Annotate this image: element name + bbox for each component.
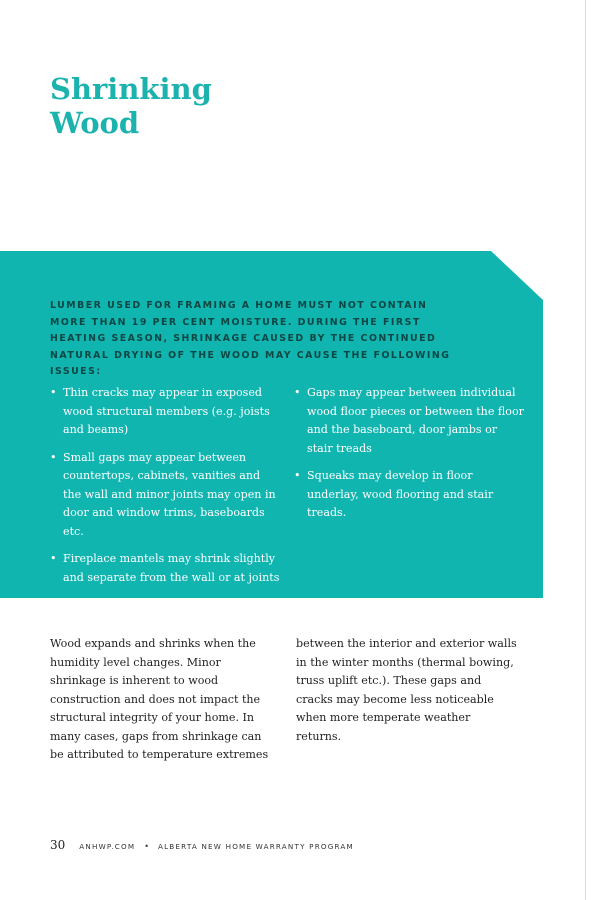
page-edge-line — [585, 0, 586, 900]
bullet-text: Fireplace mantels may shrink slightly and separate from the wall or at joints — [63, 552, 280, 584]
bullet-dot-icon: • — [294, 386, 301, 399]
bullet-text: Small gaps may appear between countertops, cabinets, vanities and the wall and minor joints may open in door and window trims, baseboards etc. — [63, 450, 276, 538]
bullet-dot-icon: • — [50, 552, 57, 565]
bullet-text: Gaps may appear between individual wood floor pieces or between the floor and the baseboard, door jambs or stair treads — [307, 386, 524, 455]
page-title-line2: Wood — [50, 106, 140, 140]
bullet-text: Thin cracks may appear in exposed wood structural members (e.g. joists and beams) — [63, 386, 270, 436]
bullet-item — [50, 449, 280, 542]
bullet-dot-icon: • — [294, 469, 301, 482]
left-bullet-list — [50, 384, 280, 596]
page-number: 30 — [50, 838, 66, 852]
panel-intro-text: LUMBER USED FOR FRAMING A HOME MUST NOT CONTAIN MORE THAN 19 PER CENT MOISTURE. DURING THE FIRST HEATING SEASON, SHRINKAGE CAUSED BY THE CONTINUED NATURAL DRYING OF THE WOOD MAY CAUSE THE FOLLOWING ISSUES: — [50, 300, 451, 377]
bullet-dot-icon: • — [50, 386, 57, 399]
bullet-item — [50, 384, 280, 440]
footer-separator: • — [144, 842, 149, 851]
bullet-item — [294, 467, 526, 523]
page-title-line1: Shrinking — [50, 72, 212, 106]
bullet-item — [294, 384, 526, 458]
footer-program-name: ALBERTA NEW HOME WARRANTY PROGRAM — [157, 842, 354, 851]
page-footer — [50, 838, 354, 852]
bullet-dot-icon: • — [50, 450, 57, 464]
bullet-text: Squeaks may develop in floor underlay, wood flooring and stair treads. — [307, 469, 494, 519]
body-text-right-column: between the interior and exterior walls in the winter months (thermal bowing, truss uplift etc.). These gaps and cracks may become less noticeable when more temperate weather returns. — [296, 637, 517, 743]
bullet-item — [50, 550, 280, 587]
page-title — [50, 72, 212, 140]
body-text-left-column: Wood expands and shrinks when the humidity level changes. Minor shrinkage is inherent to wood construction and does not impact the structural integrity of your home. In many cases, gaps from shrinkage can be attributed to temperature extremes — [50, 637, 269, 761]
footer-site-link[interactable]: ANHWP.COM — [79, 842, 136, 851]
right-bullet-list — [294, 384, 526, 532]
